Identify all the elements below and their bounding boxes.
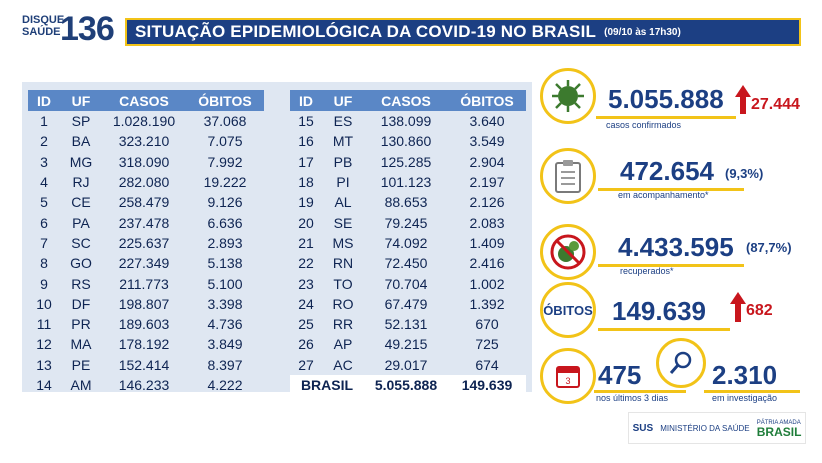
total-obitos: 149.639 <box>448 375 526 395</box>
table-row <box>290 131 526 151</box>
cell-obitos: 37.068 <box>203 113 247 130</box>
cell-id: 27 <box>298 356 314 373</box>
table-row <box>290 111 526 131</box>
col-header-casos: CASOS <box>364 90 448 111</box>
table-row <box>290 192 526 212</box>
cell-uf: SE <box>333 214 353 231</box>
cell-id: 8 <box>40 255 48 272</box>
cell-id: 26 <box>298 336 314 353</box>
deaths-circle <box>540 282 596 338</box>
cell-obitos: 6.636 <box>207 214 243 231</box>
cell-obitos: 3.398 <box>207 295 243 312</box>
table-row <box>28 212 264 232</box>
cell-id: 7 <box>40 234 48 251</box>
cell-id: 6 <box>40 214 48 231</box>
cell-uf: AM <box>70 377 92 393</box>
cell-obitos: 3.640 <box>469 113 505 130</box>
cell-obitos: 7.992 <box>207 153 243 170</box>
recovered-icon <box>548 232 588 272</box>
cell-uf: TO <box>333 275 353 292</box>
table-header-row <box>28 90 264 111</box>
cell-uf: MS <box>332 234 354 251</box>
cell-uf: MG <box>69 153 93 170</box>
cell-casos: 189.603 <box>118 316 170 333</box>
deaths-value: 149.639 <box>612 296 706 326</box>
cell-casos: 138.099 <box>380 113 432 130</box>
cell-casos: 318.090 <box>118 153 170 170</box>
monitoring-value: 472.654 <box>620 156 714 186</box>
cell-uf: SC <box>71 234 91 251</box>
underline <box>596 116 736 119</box>
deaths-badge: ÓBITOS <box>543 302 593 318</box>
table-row <box>290 212 526 232</box>
cell-id: 5 <box>40 194 48 211</box>
cell-id: 9 <box>40 275 48 292</box>
calendar-icon <box>554 362 582 390</box>
cell-casos: 211.773 <box>119 275 169 292</box>
table-row <box>28 131 264 151</box>
cell-obitos: 4.222 <box>207 377 243 393</box>
table-row <box>28 233 264 253</box>
table-row <box>290 152 526 172</box>
table-row <box>290 172 526 192</box>
col-header-obitos: ÓBITOS <box>448 90 526 111</box>
cell-casos: 198.807 <box>118 295 170 312</box>
confirmed-circle <box>540 68 596 124</box>
logo-number: 136 <box>60 10 114 48</box>
cell-obitos: 19.222 <box>203 174 247 191</box>
brasil-logo <box>757 419 802 437</box>
cell-casos: 74.092 <box>384 234 428 251</box>
col-header-uf: UF <box>322 90 364 111</box>
cell-uf: PE <box>71 356 91 373</box>
table-row <box>28 273 264 293</box>
recent-deaths-label: nos últimos 3 dias <box>596 393 669 403</box>
investigation-circle <box>656 338 706 388</box>
virus-icon <box>548 76 588 116</box>
cell-id: 20 <box>298 214 314 231</box>
col-header-id: ID <box>28 90 60 111</box>
table-row <box>290 253 526 273</box>
cell-casos: 29.017 <box>384 356 428 373</box>
cell-casos: 101.123 <box>380 174 432 191</box>
up-arrow-icon <box>735 304 741 322</box>
table-row <box>28 355 264 375</box>
recent-deaths-value: 475 <box>598 360 642 390</box>
monitoring-label: em acompanhamento* <box>618 190 709 200</box>
total-row <box>290 375 526 395</box>
cell-casos: 237.478 <box>118 214 170 231</box>
cell-obitos: 5.100 <box>207 275 243 292</box>
cell-id: 2 <box>40 133 48 150</box>
table-row <box>290 355 526 375</box>
cell-uf: DF <box>71 295 91 312</box>
cell-casos: 125.285 <box>380 153 432 170</box>
table-row <box>28 152 264 172</box>
cell-casos: 146.233 <box>118 377 170 393</box>
cell-obitos: 2.904 <box>469 153 505 170</box>
page-title: SITUAÇÃO EPIDEMIOLÓGICA DA COVID-19 NO BRASIL <box>135 22 597 41</box>
cell-uf: PR <box>71 316 91 333</box>
cell-id: 19 <box>298 194 314 211</box>
states-table-left <box>28 90 264 395</box>
cell-obitos: 1.409 <box>469 234 505 251</box>
cell-casos: 258.479 <box>118 194 170 211</box>
cell-uf: SP <box>71 113 91 130</box>
cell-obitos: 2.083 <box>469 214 505 231</box>
report-date: (09/10 às 17h30) <box>604 26 681 38</box>
cell-uf: RR <box>332 316 354 333</box>
investigation-value: 2.310 <box>712 360 778 390</box>
cell-uf: RS <box>71 275 91 292</box>
cell-obitos: 8.397 <box>207 356 243 373</box>
cell-casos: 52.131 <box>384 316 428 333</box>
cell-id: 18 <box>298 174 314 191</box>
cell-uf: AL <box>334 194 352 211</box>
cell-uf: AP <box>333 336 353 353</box>
cell-obitos: 7.075 <box>207 133 243 150</box>
confirmed-value: 5.055.888 <box>608 84 724 114</box>
cell-obitos: 2.197 <box>469 174 505 191</box>
cell-casos: 49.215 <box>384 336 428 353</box>
cell-id: 3 <box>40 153 48 170</box>
underline <box>598 328 730 331</box>
cell-uf: PA <box>72 214 90 231</box>
calendar-day: 3 <box>565 376 571 386</box>
cell-uf: RJ <box>72 174 90 191</box>
table-row <box>28 314 264 334</box>
total-casos: 5.055.888 <box>364 375 448 395</box>
clipboard-icon <box>553 158 583 194</box>
cell-casos: 152.414 <box>118 356 170 373</box>
confirmed-label: casos confirmados <box>606 120 682 130</box>
cell-id: 21 <box>298 234 314 251</box>
cell-obitos: 3.549 <box>469 133 505 150</box>
table-row <box>290 273 526 293</box>
cell-obitos: 674 <box>475 356 499 373</box>
table-row <box>28 192 264 212</box>
cell-obitos: 2.893 <box>207 234 243 251</box>
cell-id: 22 <box>298 255 314 272</box>
cell-id: 15 <box>298 113 314 130</box>
table-row <box>290 233 526 253</box>
cell-id: 16 <box>298 133 314 150</box>
cell-casos: 1.028.190 <box>112 113 176 130</box>
brand-line2: BRASIL <box>756 425 802 439</box>
cell-uf: PB <box>333 153 353 170</box>
cell-obitos: 1.002 <box>469 275 505 292</box>
cell-id: 23 <box>298 275 314 292</box>
table-header-row <box>290 90 526 111</box>
disque-saude-logo <box>22 12 132 48</box>
recovered-circle <box>540 224 596 280</box>
cell-id: 13 <box>36 356 52 373</box>
monitoring-pct: (9,3%) <box>725 166 764 181</box>
table-row <box>290 294 526 314</box>
cell-casos: 72.450 <box>384 255 428 272</box>
cell-casos: 227.349 <box>118 255 170 272</box>
up-arrow-icon <box>740 96 746 114</box>
logo-text <box>22 14 64 38</box>
table-row <box>28 172 264 192</box>
logo-text-line2: SAÚDE <box>22 26 61 38</box>
cell-casos: 88.653 <box>384 194 428 211</box>
cell-obitos: 3.849 <box>207 336 243 353</box>
table-row <box>28 111 264 131</box>
calendar-circle <box>540 348 596 404</box>
cell-uf: MA <box>70 336 92 353</box>
recovered-label: recuperados* <box>620 266 674 276</box>
logo-text-line1: DISQUE <box>22 14 65 26</box>
cell-obitos: 9.126 <box>207 194 243 211</box>
recovered-pct: (87,7%) <box>746 240 792 255</box>
recovered-value: 4.433.595 <box>618 232 734 262</box>
cell-uf: GO <box>70 255 92 272</box>
cell-id: 25 <box>298 316 314 333</box>
government-logos <box>628 412 806 444</box>
cell-obitos: 5.138 <box>207 255 243 272</box>
cell-casos: 79.245 <box>384 214 428 231</box>
col-header-id: ID <box>290 90 322 111</box>
total-label: BRASIL <box>290 375 364 395</box>
cell-id: 17 <box>298 153 314 170</box>
cell-casos: 70.704 <box>384 275 428 292</box>
cell-casos: 67.479 <box>384 295 428 312</box>
states-table-panel <box>22 82 532 392</box>
table-body-left <box>28 111 264 395</box>
cell-casos: 130.860 <box>380 133 432 150</box>
cell-obitos: 2.126 <box>469 194 505 211</box>
cell-uf: RN <box>332 255 354 272</box>
cell-id: 10 <box>36 295 52 312</box>
cell-id: 14 <box>36 377 52 393</box>
cell-uf: RO <box>332 295 354 312</box>
table-row <box>290 314 526 334</box>
cell-uf: MT <box>332 133 354 150</box>
cell-uf: PI <box>336 174 350 191</box>
table-row <box>290 334 526 354</box>
cell-casos: 225.637 <box>118 234 170 251</box>
investigation-label: em investigação <box>712 393 778 403</box>
brand-line1: PÁTRIA AMADA <box>756 420 801 426</box>
col-header-obitos: ÓBITOS <box>186 90 264 111</box>
monitoring-circle <box>540 148 596 204</box>
up-arrow-icon <box>730 292 746 304</box>
col-header-uf: UF <box>60 90 102 111</box>
up-arrow-icon <box>735 85 751 97</box>
table-row <box>28 334 264 354</box>
deaths-delta: 682 <box>746 302 773 319</box>
cell-id: 24 <box>298 295 314 312</box>
cell-uf: AC <box>333 356 353 373</box>
cell-id: 12 <box>36 336 52 353</box>
sus-logo: SUS <box>632 422 654 434</box>
cell-id: 1 <box>40 113 48 130</box>
magnifier-icon <box>666 348 696 378</box>
cell-uf: CE <box>71 194 91 211</box>
cell-uf: ES <box>333 113 353 130</box>
col-header-casos: CASOS <box>102 90 186 111</box>
cell-obitos: 2.416 <box>469 255 505 272</box>
cell-obitos: 725 <box>475 336 499 353</box>
cell-id: 11 <box>36 316 52 333</box>
cell-obitos: 4.736 <box>207 316 243 333</box>
cell-casos: 282.080 <box>118 174 170 191</box>
cell-id: 4 <box>40 174 48 191</box>
cell-casos: 323.210 <box>118 133 170 150</box>
cell-obitos: 670 <box>475 316 499 333</box>
table-row <box>28 294 264 314</box>
ministry-logo: MINISTÉRIO DA SAÚDE <box>660 423 750 433</box>
title-bar <box>125 18 801 46</box>
cell-uf: BA <box>71 133 91 150</box>
cell-obitos: 1.392 <box>469 295 505 312</box>
cell-casos: 178.192 <box>118 336 170 353</box>
table-row <box>28 253 264 273</box>
states-table-right <box>290 90 526 395</box>
table-row <box>28 375 264 395</box>
table-body-right <box>290 111 526 375</box>
confirmed-delta: 27.444 <box>751 96 800 113</box>
